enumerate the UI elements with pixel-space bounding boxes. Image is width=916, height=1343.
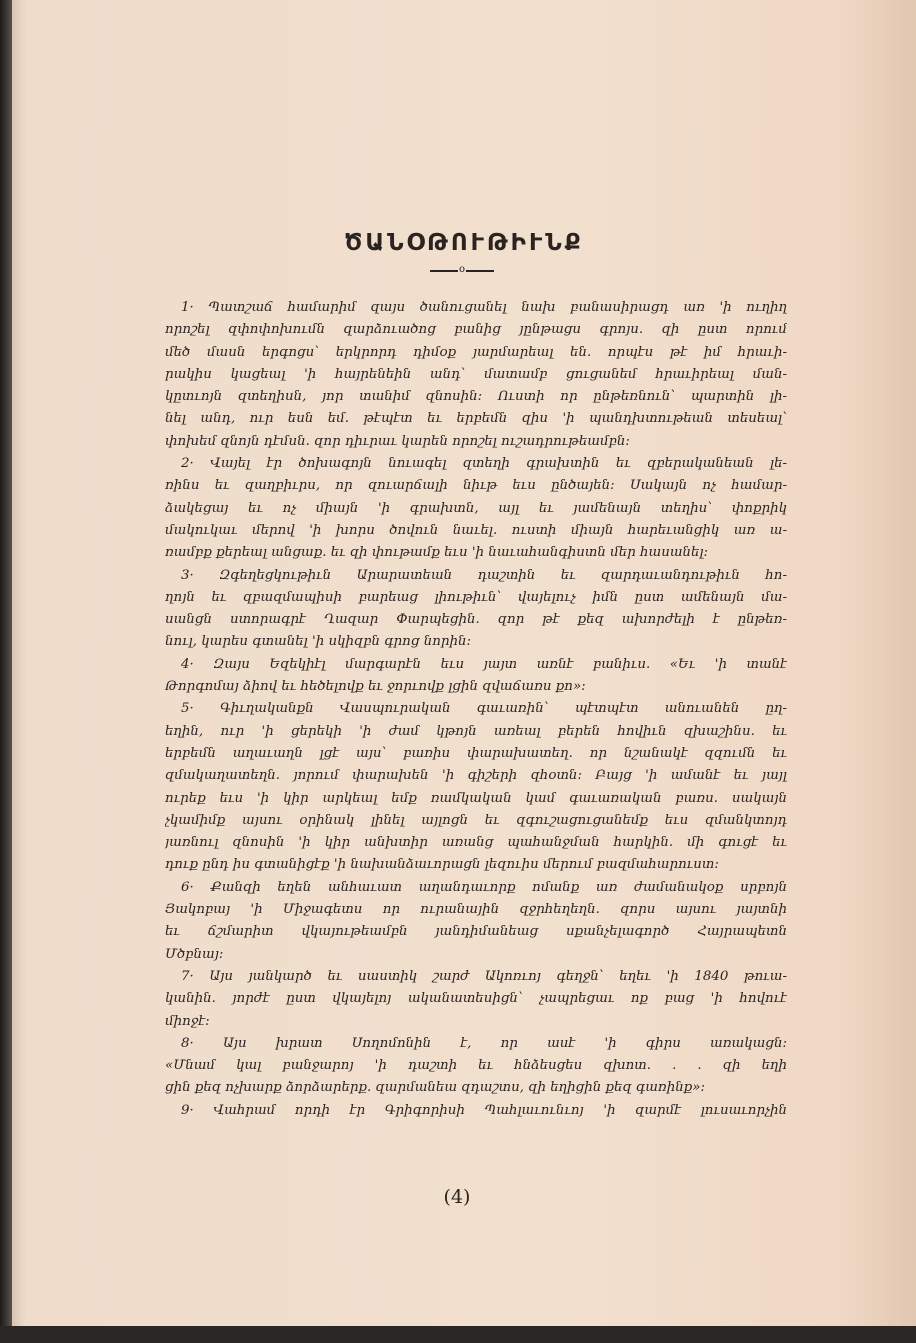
note-text-line: կանին. յորժէ ըստ վկայելոյ ականատեսիցն՝ չապրեցաւ ոք բաց 'ի հովուէ [165,991,787,1007]
note-text-line: նել անդ, ուր եսն եմ. թէպէտ եւ երբեմն զիս 'ի պանդխտութեան տեսեալ՝ [165,411,787,427]
scan-bottom-edge [0,1326,916,1343]
page-number: (4) [443,1186,471,1208]
note-paragraph-start-line: 4· Զայս Եզեկիէլ մարգարէն եւս յայտ առնէ բանիւս. «Եւ 'ի տանէ [181,656,787,672]
note-paragraph-start-line: 6· Քանզի եղեն անհաւատ աղանդաւորք ոմանք առ ժամանակօք սրբոյն [181,879,787,895]
scanned-page [12,0,916,1326]
note-paragraph-start-line: 5· Գիւղականքն Վասպուրական գաւառին՝ պէտպէտ անուանեն ըղ- [181,701,787,717]
note-paragraph-start-line: 9· Վահրամ որդի էր Գրիգորիսի Պահլաւունւոյ 'ի զարմէ լուսաւորչին [181,1102,787,1118]
note-paragraph-start-line: 3· Զգեղեցկութիւն Արարատեան դաշտին եւ զարդաւանդութիւն հո- [181,567,787,583]
note-text-line: ուրեք եւս 'ի կիր արկեալ եմք ռամկական կամ գաւառական բառս. սակայն [165,790,787,806]
note-paragraph-start-line: 8· Այս խրատ Սողոմոնին է, որ ասէ 'ի գիրս առակացն: [181,1035,787,1051]
notes-body [165,297,787,1122]
note-text-line: ձակեցայ եւ ոչ միայն 'ի գրախտն, այլ եւ յամենայն տեղիս՝ փոքրիկ [165,500,787,516]
ornament-circle: o [458,264,466,275]
ornament-rule-left [430,270,458,272]
note-text-line: նուլ, կարես գտանել 'ի սկիզբն գրոց նորին: [165,634,472,650]
note-text-line: մեծ մասն երգոցս՝ երկրորդ դիմօք յարմարեալ են. որպէս թէ իմ հրաւի- [165,344,787,360]
note-text-line: չկամիմք այսու օրինակ լինել այլոցն եւ զգուշացուցանեմք եւս զմանկտոյդ [165,812,787,828]
note-text-line: դուք ընդ իս գտանիցէք 'ի նախանձաւորացն լեզուիս մերում բազմահարուստ: [165,857,719,873]
note-text-line: եղին, ուր 'ի ցերեկի 'ի ժամ կթոյն առեալ բերեն հովիւն զխաշինս. եւ [165,723,787,739]
note-text-line: փոխեմ զնոյն դէմսն. զոր դիւրաւ կարեն որոշել ուշադրութեամբն: [165,433,630,449]
page-title: ԾԱՆՕԹՈՒԹԻՒՆՔ [344,230,584,256]
book-spine-edge [0,0,12,1343]
note-paragraph-start-line: 7· Այս յանկարծ եւ սաստիկ շարժ Ակոռւոյ գեղջն՝ եղեւ 'ի 1840 թուա- [181,968,787,984]
note-text-line: եւ ճշմարիտ վկայութեամբն յանդիմանեաց սքանչելագործ Հայրապետն [165,924,787,940]
note-text-line: մակուկաւ մերով 'ի խորս ծովուն նաւել. ուստի միայն հարեւանցիկ առ ա- [165,522,787,538]
note-text-line: զմակաղատեղն. յորում փարախեն 'ի գիշերի զհօտն: Բայց 'ի ամանէ եւ յայլ [165,768,787,784]
note-text-line: որոշել զփոփոխումն զարձուածոց բանից յընթացս գրոյս. զի ըստ որում [165,322,787,338]
note-text-line: երբեմն աղաւաղն լցէ այս՝ բառիս փարախատեղ. որ նշանակէ զզումն եւ [165,745,787,761]
note-text-line: ցին քեզ ոչխարք ձորձարերք. զարմանեա զդաշտս, զի եղիցին քեզ գառինք»: [165,1080,705,1096]
note-text-line: Թորգոմայ ձիով եւ հեծելովք եւ ջորւովք լցին զվաճառս քո»: [165,679,586,695]
note-text-line: Յակոբայ 'ի Միջագետս որ ուրանային զջրհեղեղն. զորս այսու յայտնի [165,902,787,918]
note-text-line: ռինս եւ զաղբիւրս, որ զուարճալի նիւթ եւս ընծայեն: Սակայն ոչ համար- [165,478,787,494]
note-text-line: «Մնամ կալ բանջարոյ 'ի դաշտի եւ հնձեսցես զխոտ. . . զի եղի [165,1058,787,1074]
note-text-line: յառնուլ զնոսին 'ի կիր անխտիր առանց պահանջման հարկին. մի գուցէ եւ [165,835,787,851]
note-text-line: սանցն ստորագրէ Ղազար Փարպեցին. զոր թէ քեզ ախորժելի է ընթեռ- [165,612,787,628]
note-text-line: ղոյն եւ զբազմապիսի բարեաց լիութիւն՝ վայելուչ իմն ըստ ամենայն մա- [165,589,787,605]
note-text-line: րակիս կացեալ 'ի հայրենեին անդ՝ մատամբ ցուցանեմ հրաւիրեալ ման- [165,366,787,382]
title-ornament [430,264,494,276]
note-text-line: ռամբք քերեալ անցաք. եւ զի փութամք եւս 'ի նաւահանգիստն մեր հասանել: [165,545,709,561]
note-paragraph-start-line: 1· Պատշաճ համարիմ զայս ծանուցանել նախ բանասիրացդ առ 'ի ուղիղ [181,300,787,315]
note-text-line: կըտւոյն զտեղիսն, յոր տանիմ զնոսին: Ուստի որ ընթեռնուն՝ պարտին լի- [165,389,787,405]
note-text-line: Մծբնայ: [165,946,224,962]
note-text-line: միոջէ: [165,1013,210,1029]
ornament-rule-right [466,270,494,272]
note-paragraph-start-line: 2· Վայել էր ծոխագոյն նուագել զտեղի գրախտին եւ զբերականեան լե- [181,456,787,472]
